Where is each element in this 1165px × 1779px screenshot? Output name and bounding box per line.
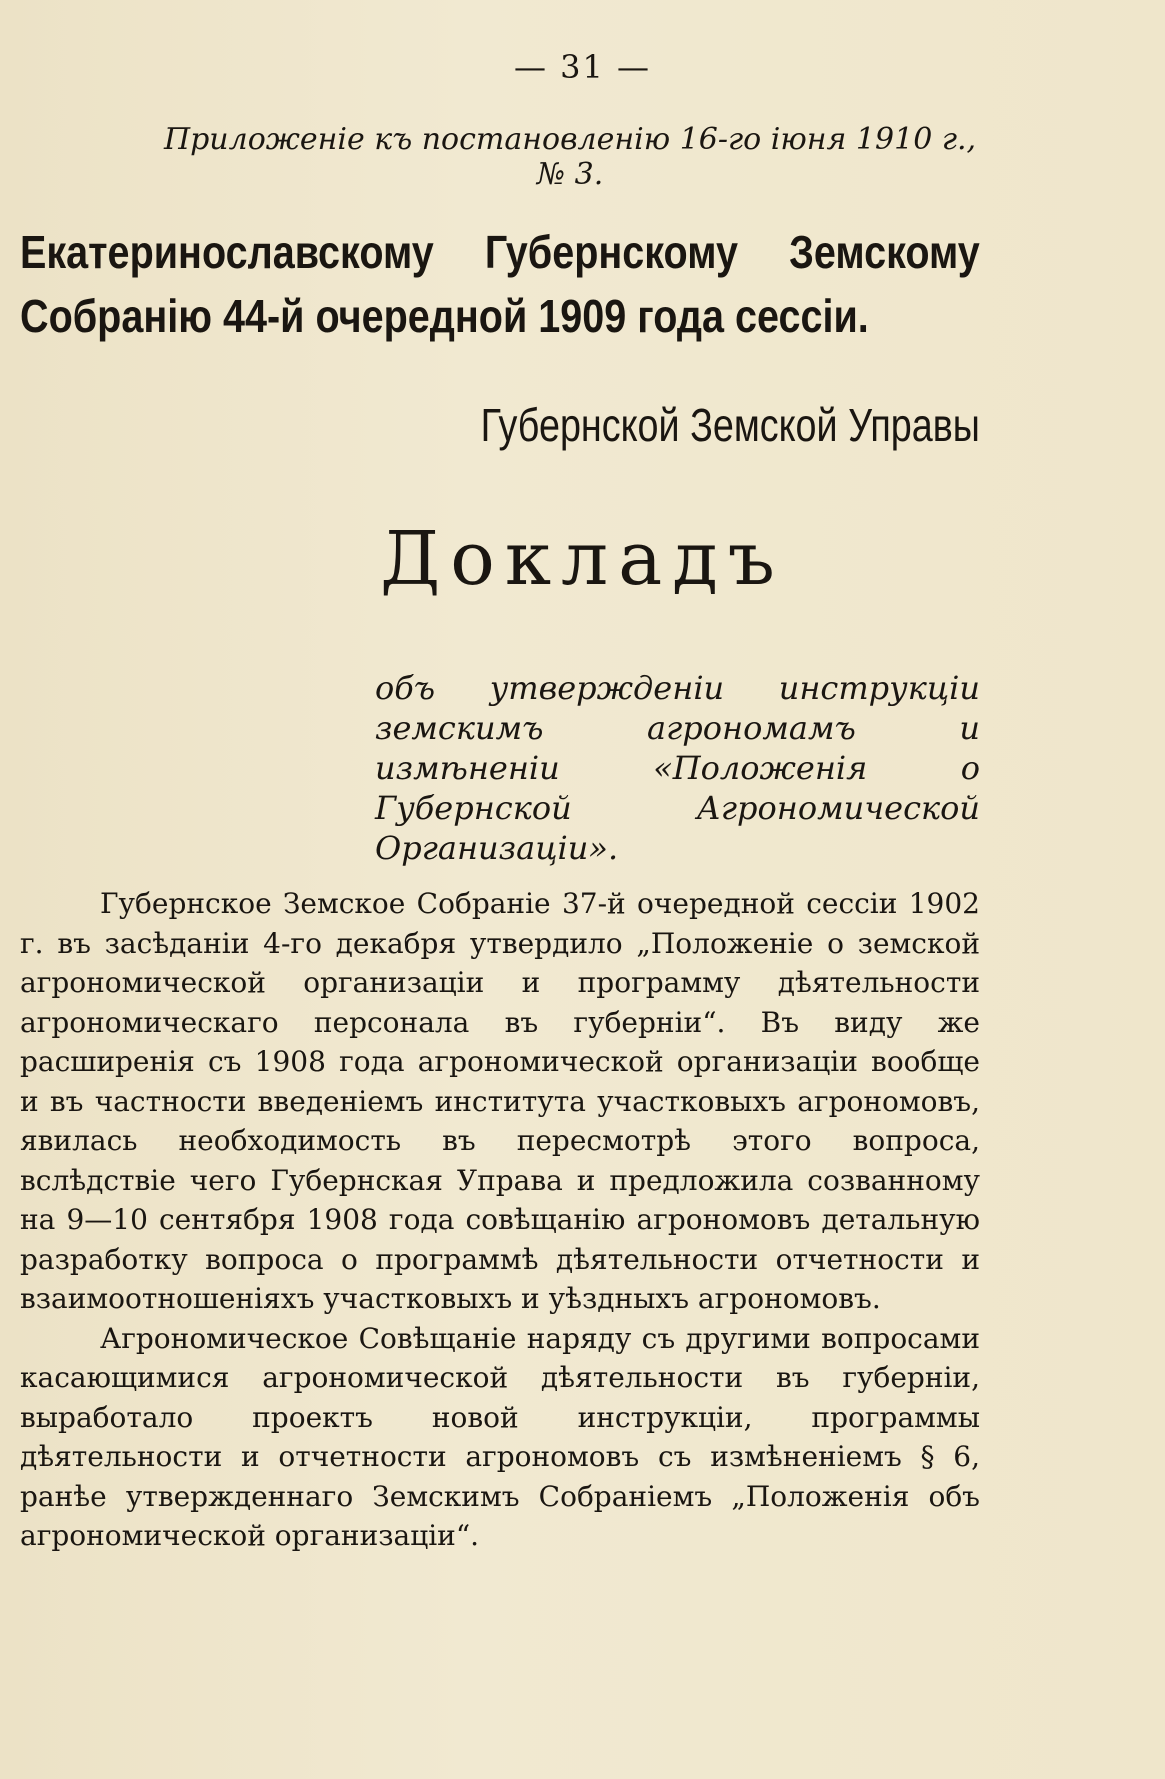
page-number: — 31 — <box>513 48 652 86</box>
document-heading: Екатеринославскому Губернскому Земскому Собранію 44-й очередной 1909 года сессіи. <box>20 226 980 342</box>
report-title: Докладъ <box>380 516 785 602</box>
paragraph: Агрономическое Совѣщаніе наряду съ другими вопросами касающимися агрономической дѣятельности въ губерніи, выработало проектъ новой инструкціи, программы дѣятельности и отчетности агрономовъ съ измѣненіемъ § 6, ранѣе утвержденнаго Земскимъ Собраніемъ „Положенія объ агрономической организаціи“. <box>20 1321 980 1552</box>
document-subheading: Губернской Земской Управы <box>480 399 980 451</box>
appendix-note: Приложеніе къ постановленію 16-го іюня 1910 г., № 3. <box>163 122 977 192</box>
report-subject: объ утвержденіи инструкціи земскимъ агрономамъ и измѣненіи «Положенія о Губернской Агрономической Организаціи». <box>375 669 980 867</box>
paragraph: Губернское Земское Собраніе 37-й очередной сессіи 1902 г. въ засѣданіи 4-го декабря утвердило „Положеніе о земской агрономической организаціи и программу дѣятельности агрономическаго персонала въ губерніи“. Въ виду же расширенія съ 1908 года агрономической организаціи вообще и въ частности введеніемъ института участковыхъ агрономовъ, явилась необходимость въ пересмотрѣ этого вопроса, вслѣдствіе чего Губернская Управа и предложила созванному на 9—10 сентября 1908 года совѣщанію агрономовъ детальную разработку вопроса о программѣ дѣятельности отчетности и взаимоотношеніяхъ участковыхъ и уѣздныхъ агрономовъ. <box>20 887 980 1315</box>
body-text <box>20 884 980 1556</box>
